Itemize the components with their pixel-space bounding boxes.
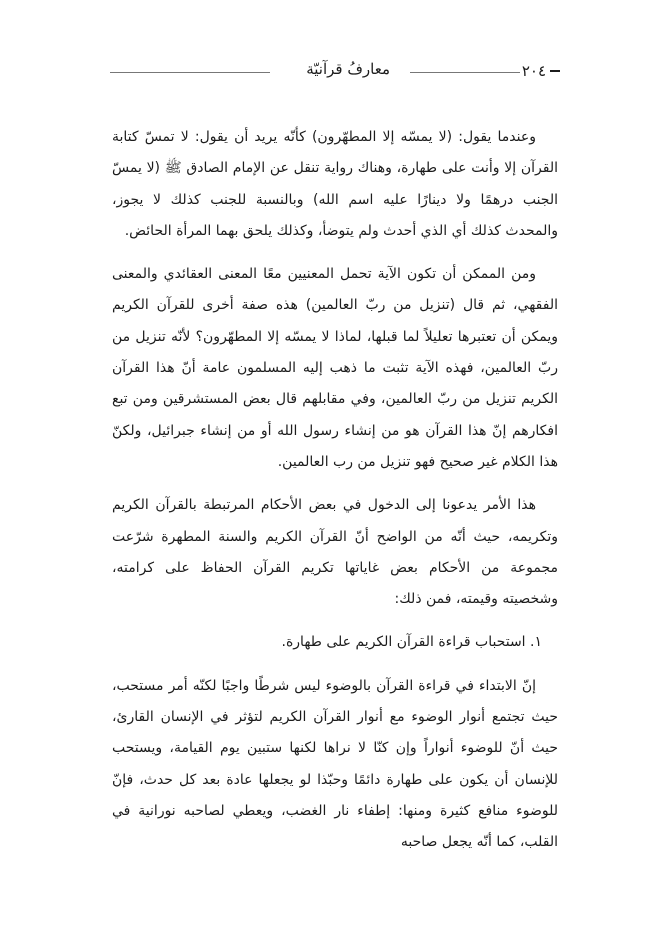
page-number-dash xyxy=(550,70,560,72)
page-body xyxy=(112,122,558,871)
page-number-block xyxy=(522,62,560,80)
page-number: ٢٠٤ xyxy=(521,62,546,80)
paragraph-4: إنّ الابتداء في قراءة القرآن بالوضوء ليس شرطًا واجبًا لكنّه أمر مستحب، حيث تجتمع أنوار الوضوء مع أنوار القرآن الكريم لتؤثر في الإنسان القارئ، حيث أنّ للوضوء أنواراً وإن كنّا لا نراها لكنها ستبين يوم القيامة، ويستحب للإنسان أن يكون على طهارة دائمًا وحبّذا لو يجعلها عادة بعد كل حدث، فإنّ للوضوء منافع كثيرة ومنها: إطفاء نار الغضب، ويعطي لصاحبه نورانية في القلب، كما أنّه يجعل صاحبه xyxy=(112,677,558,851)
header-rule-left xyxy=(110,72,270,73)
header-rule-right xyxy=(410,72,520,73)
running-title: معارفُ قرآنيّة xyxy=(306,60,390,78)
paragraph-2: ومن الممكن أن تكون الآية تحمل المعنيين معًا المعنى العقائدي والمعنى الفقهي، ثم قال (تنزيل من ربّ العالمين) هذه صفة أخرى للقرآن الكريم ويمكن أن تعتبرها تعليلاً لما قبلها، لماذا لا يمسّه إلا المطهّرون؟ لأنّه تنزيل من ربّ العالمين، فهذه الآية تثبت ما ذهب إليه المسلمون عامة أنّ هذا القرآن الكريم تنزيل من ربّ العالمين، وفي مقابلهم قال بعض المستشرقين ومن تبع افكارهم إنّ هذا القرآن هو من إنشاء رسول الله أو من إنشاء جبرائيل، ولكنّ هذا الكلام غير صحيح فهو تنزيل من رب العالمين. xyxy=(112,266,558,470)
page-header xyxy=(110,58,560,88)
numbered-item-1: ١. استحباب قراءة القرآن الكريم على طهارة. xyxy=(281,634,542,651)
paragraph-3: هذا الأمر يدعونا إلى الدخول في بعض الأحكام المرتبطة بالقرآن الكريم وتكريمه، حيث أنّه من الواضح أنّ القرآن الكريم والسنة المطهرة شرّعت مجموعة من الأحكام بعض غاياتها تكريم القرآن الحفاظ على كرامته، وشخصيته وقيمته، فمن ذلك: xyxy=(112,497,558,608)
paragraph-1: وعندما يقول: (لا يمسّه إلا المطهّرون) كأنّه يريد أن يقول: لا تمسّ كتابة القرآن إلا وأنت على طهارة، وهناك رواية تنقل عن الإمام الصادق ﷺ (لا يمسّ الجنب درهمًا ولا دينارًا عليه اسم الله) وبالنسبة للجنب كذلك لا يجوز، والمحدث كذلك أي الذي أحدث ولم يتوضأ، وكذلك يلحق بهما المرأة الحائض. xyxy=(112,129,558,239)
